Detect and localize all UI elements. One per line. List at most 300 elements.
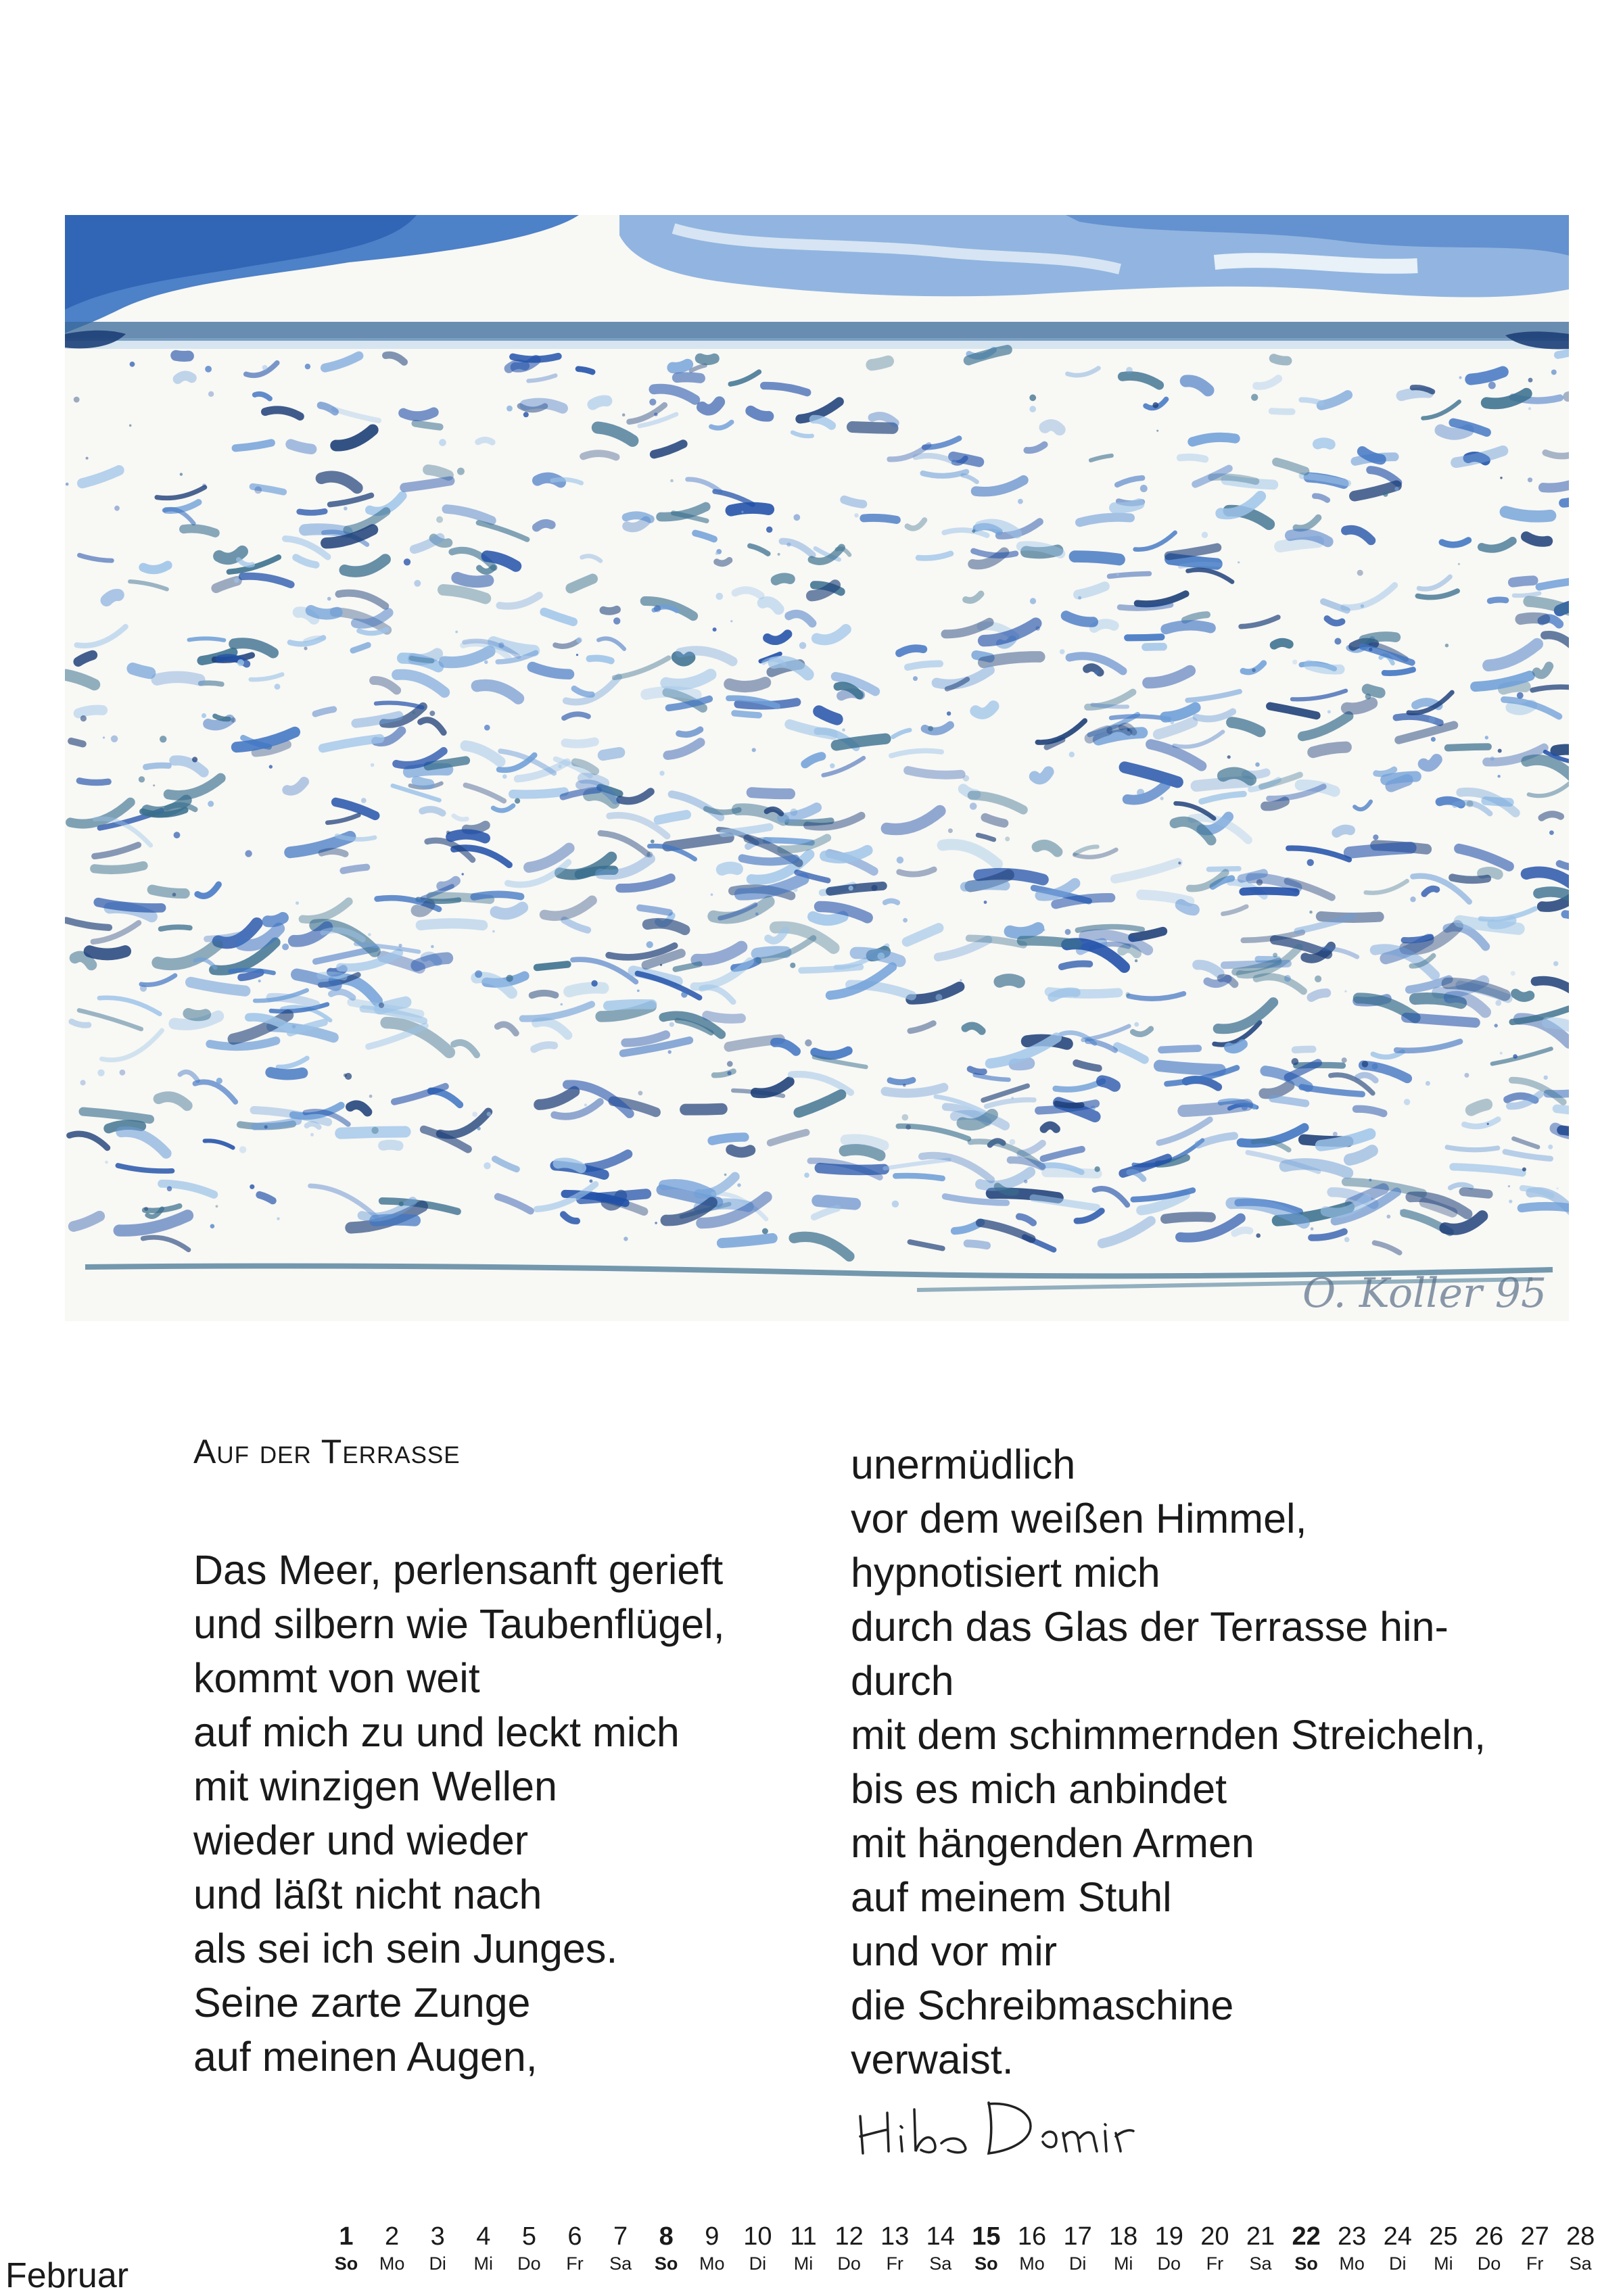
wave-stroke xyxy=(1050,992,1119,994)
paint-speck xyxy=(275,684,281,690)
wave-stroke xyxy=(584,454,617,457)
wave-stroke xyxy=(603,752,620,755)
paint-speck xyxy=(727,1071,731,1075)
wave-stroke xyxy=(1492,921,1511,925)
day-number: 5 xyxy=(521,2222,536,2251)
paint-speck xyxy=(576,654,578,656)
wave-stroke xyxy=(1207,979,1227,984)
paint-speck xyxy=(172,892,177,896)
wave-stroke xyxy=(90,951,126,954)
calendar-day xyxy=(1100,2222,1146,2276)
paint-speck xyxy=(1327,710,1331,713)
paint-speck xyxy=(1498,749,1502,753)
paint-speck xyxy=(292,1025,296,1029)
weekday-label: Sa xyxy=(609,2253,632,2274)
wave-stroke xyxy=(78,710,103,713)
paint-speck xyxy=(1116,573,1119,576)
day-number: 1 xyxy=(339,2222,354,2251)
wave-stroke xyxy=(885,901,898,903)
paint-speck xyxy=(262,365,268,370)
paint-speck xyxy=(649,399,656,406)
wave-stroke xyxy=(1165,1217,1210,1219)
paint-speck xyxy=(892,1201,899,1207)
wave-stroke xyxy=(1114,504,1139,508)
wave-stroke xyxy=(1313,747,1346,752)
paint-speck xyxy=(1369,1178,1371,1181)
wave-stroke xyxy=(722,867,737,869)
day-number: 13 xyxy=(880,2222,910,2251)
paint-speck xyxy=(1553,961,1558,966)
wave-stroke xyxy=(441,881,456,886)
paint-speck xyxy=(1091,1105,1096,1110)
paint-speck xyxy=(1156,430,1158,432)
paint-speck xyxy=(1029,406,1036,412)
paint-speck xyxy=(903,1084,906,1087)
paint-speck xyxy=(277,1217,279,1220)
paint-speck xyxy=(1255,763,1260,767)
calendar-day xyxy=(552,2222,598,2276)
day-number: 2 xyxy=(385,2222,400,2251)
paint-speck xyxy=(205,366,212,373)
wave-stroke xyxy=(1463,1192,1488,1195)
paint-speck xyxy=(711,893,713,896)
wave-stroke xyxy=(734,713,759,715)
wave-stroke xyxy=(133,669,149,673)
paint-speck xyxy=(1464,1073,1469,1078)
paint-speck xyxy=(457,468,465,475)
poem-line: Das Meer, perlensanft gerieft xyxy=(193,1547,724,1593)
paint-speck xyxy=(786,542,791,546)
wave-stroke xyxy=(268,918,283,922)
day-number: 21 xyxy=(1246,2222,1275,2251)
paint-speck xyxy=(361,798,367,803)
paint-speck xyxy=(208,391,214,397)
paint-speck xyxy=(559,765,562,768)
paint-speck xyxy=(737,1183,740,1187)
wave-stroke xyxy=(161,927,190,929)
paint-speck xyxy=(1344,1237,1350,1243)
paint-speck xyxy=(1273,953,1277,957)
paint-speck xyxy=(622,413,626,416)
paint-speck xyxy=(1431,737,1436,742)
wave-stroke xyxy=(1542,814,1561,817)
wave-stroke xyxy=(678,657,690,661)
poem-line: und läßt nicht nach xyxy=(193,1871,542,1917)
paint-speck xyxy=(669,1022,674,1027)
paint-speck xyxy=(1342,1057,1347,1063)
wave-stroke xyxy=(1555,1128,1569,1134)
paint-speck xyxy=(660,964,662,966)
paint-speck xyxy=(369,1095,373,1098)
paint-speck xyxy=(1362,1061,1369,1068)
paint-speck xyxy=(327,597,331,601)
wave-stroke xyxy=(1035,772,1049,780)
day-number: 10 xyxy=(743,2222,772,2251)
paint-speck xyxy=(1160,796,1164,800)
paint-speck xyxy=(1251,394,1258,401)
paint-speck xyxy=(984,901,987,904)
paint-speck xyxy=(210,1224,215,1228)
paint-speck xyxy=(139,776,145,782)
day-number: 27 xyxy=(1520,2222,1549,2251)
paint-speck xyxy=(646,852,653,858)
wave-stroke xyxy=(578,369,592,373)
wave-stroke xyxy=(717,560,730,564)
calendar-day xyxy=(872,2222,918,2276)
day-number: 18 xyxy=(1109,2222,1138,2251)
painting-canvas xyxy=(65,215,1569,1321)
wave-stroke xyxy=(71,741,83,744)
paint-speck xyxy=(1137,789,1144,796)
wave-stroke xyxy=(1044,1125,1056,1128)
poem-line: mit winzigen Wellen xyxy=(193,1763,557,1809)
paint-speck xyxy=(624,1237,628,1241)
paint-speck xyxy=(778,553,780,556)
calendar-day-strip xyxy=(323,2222,1607,2289)
paint-speck xyxy=(216,1078,222,1084)
paint-speck xyxy=(755,913,759,916)
paint-speck xyxy=(1252,669,1256,673)
paint-speck xyxy=(472,1111,477,1117)
wave-stroke xyxy=(513,792,565,794)
wave-stroke xyxy=(1406,1018,1475,1023)
wave-stroke xyxy=(899,648,924,653)
paint-speck xyxy=(506,975,513,982)
weekday-label: Fr xyxy=(1206,2253,1224,2274)
paint-speck xyxy=(903,918,908,923)
wave-stroke xyxy=(845,1139,884,1145)
paint-speck xyxy=(398,944,402,947)
day-number: 14 xyxy=(926,2222,955,2251)
paint-speck xyxy=(1126,367,1133,374)
wave-stroke xyxy=(864,518,897,520)
wave-stroke xyxy=(1301,400,1321,403)
weekday-label: Sa xyxy=(929,2253,952,2274)
paint-speck xyxy=(668,1050,672,1053)
paint-speck xyxy=(103,736,105,738)
paint-speck xyxy=(399,1201,404,1206)
wave-stroke xyxy=(1166,625,1210,629)
paint-speck xyxy=(484,1162,490,1169)
weekday-label: So xyxy=(1294,2253,1318,2274)
wave-stroke xyxy=(565,742,594,744)
paint-speck xyxy=(429,711,435,716)
wave-stroke xyxy=(730,683,766,687)
wave-stroke xyxy=(415,423,440,427)
wave-stroke xyxy=(1080,517,1131,523)
paint-speck xyxy=(905,1124,911,1130)
paint-speck xyxy=(231,717,236,723)
paint-speck xyxy=(741,511,743,513)
wave-stroke xyxy=(467,826,486,830)
wave-stroke xyxy=(677,377,700,378)
wave-stroke xyxy=(1295,1049,1313,1050)
paint-speck xyxy=(659,771,664,775)
poem-line: als sei ich sein Junges. xyxy=(193,1926,618,1971)
wave-stroke xyxy=(673,364,688,368)
wave-stroke xyxy=(1102,1081,1115,1086)
calendar-day xyxy=(461,2222,507,2276)
paint-speck xyxy=(1495,1000,1501,1006)
paint-speck xyxy=(160,736,166,742)
wave-stroke xyxy=(1046,1172,1097,1174)
paint-speck xyxy=(1043,929,1045,931)
calendar-day xyxy=(826,2222,872,2276)
paint-speck xyxy=(455,631,458,633)
weekday-label: Fr xyxy=(1526,2253,1544,2274)
paint-speck xyxy=(842,728,845,732)
paint-speck xyxy=(1127,729,1130,732)
paint-speck xyxy=(345,1073,352,1080)
poem-line: und vor mir xyxy=(851,1928,1058,1974)
weekday-label: Mi xyxy=(473,2253,494,2274)
wave-stroke xyxy=(107,595,118,600)
paint-speck xyxy=(379,1003,384,1008)
wave-stroke xyxy=(985,817,1004,823)
wave-stroke xyxy=(731,508,768,510)
weekday-label: Fr xyxy=(566,2253,584,2274)
weekday-label: Mo xyxy=(379,2253,405,2274)
wave-stroke xyxy=(1180,564,1220,567)
paint-speck xyxy=(234,578,239,583)
paint-speck xyxy=(681,991,687,997)
wave-stroke xyxy=(895,1176,942,1178)
weekday-label: Di xyxy=(749,2253,767,2274)
calendar-day xyxy=(1238,2222,1284,2276)
wave-stroke xyxy=(178,376,192,379)
wave-stroke xyxy=(1180,457,1205,459)
wave-stroke xyxy=(872,361,888,364)
wave-stroke xyxy=(837,739,886,746)
paint-speck xyxy=(413,711,416,715)
paint-speck xyxy=(523,412,529,417)
paint-speck xyxy=(237,659,244,666)
weekday-label: Do xyxy=(1477,2253,1501,2274)
paint-speck xyxy=(202,483,206,487)
paint-speck xyxy=(589,1180,592,1183)
paint-speck xyxy=(1334,638,1341,645)
paint-speck xyxy=(804,1172,809,1178)
watercolor-sea-painting xyxy=(65,215,1569,1321)
paint-speck xyxy=(1256,879,1263,885)
paint-speck xyxy=(584,1103,587,1106)
weekday-label: Mi xyxy=(1113,2253,1133,2274)
paint-speck xyxy=(561,1003,563,1006)
paint-speck xyxy=(140,985,147,992)
paint-speck xyxy=(1292,660,1297,665)
weekday-label: Di xyxy=(1389,2253,1407,2274)
wave-stroke xyxy=(1146,647,1163,648)
wave-stroke xyxy=(999,980,1019,982)
paint-speck xyxy=(897,857,903,863)
paint-speck xyxy=(1005,836,1010,841)
paint-speck xyxy=(114,506,120,511)
wave-stroke xyxy=(537,964,567,967)
wave-stroke xyxy=(421,924,482,926)
wave-stroke xyxy=(95,866,143,870)
paint-speck xyxy=(1012,1097,1014,1099)
wave-stroke xyxy=(1557,1109,1569,1113)
paint-speck xyxy=(902,1114,909,1121)
wave-stroke xyxy=(1440,430,1467,433)
paint-speck xyxy=(477,1127,480,1130)
calendar-day xyxy=(689,2222,735,2276)
wave-stroke xyxy=(509,364,525,368)
wave-stroke xyxy=(311,611,337,614)
paint-speck xyxy=(1500,1052,1503,1055)
paint-speck xyxy=(651,840,655,844)
day-number: 11 xyxy=(790,2222,817,2251)
paint-speck xyxy=(254,486,262,494)
wave-stroke xyxy=(1160,1066,1220,1070)
wave-stroke xyxy=(417,905,429,911)
paint-speck xyxy=(1309,911,1313,914)
paint-speck xyxy=(1135,959,1137,962)
calendar-day xyxy=(598,2222,644,2276)
paint-speck xyxy=(1311,1227,1314,1230)
paint-speck xyxy=(66,483,69,486)
paint-speck xyxy=(1094,670,1099,675)
paint-speck xyxy=(130,362,135,367)
paint-speck xyxy=(507,406,513,412)
paint-speck xyxy=(613,617,620,624)
paint-speck xyxy=(576,637,582,643)
paint-speck xyxy=(877,953,885,960)
paint-speck xyxy=(304,646,307,650)
poem-title: Auf der Terrasse xyxy=(193,1433,461,1470)
wave-stroke xyxy=(731,1150,750,1153)
wave-stroke xyxy=(1453,878,1488,880)
wave-stroke xyxy=(1062,963,1089,967)
paint-speck xyxy=(1500,477,1503,479)
wave-stroke xyxy=(1280,542,1318,546)
wave-stroke xyxy=(813,917,843,921)
paint-speck xyxy=(431,945,434,949)
calendar-month-label: Februar xyxy=(5,2256,129,2295)
paint-speck xyxy=(849,886,853,890)
paint-speck xyxy=(1485,736,1488,739)
paint-speck xyxy=(1242,1104,1248,1110)
paint-speck xyxy=(1292,1058,1299,1066)
calendar-day xyxy=(963,2222,1009,2276)
paint-speck xyxy=(1202,532,1208,538)
wave-stroke xyxy=(590,659,611,661)
wave-stroke xyxy=(1404,937,1431,940)
painter-signature: O. Koller 95 xyxy=(1302,1270,1547,1317)
paint-speck xyxy=(727,1061,733,1067)
paint-speck xyxy=(111,736,118,742)
poem-line: und silbern wie Taubenflügel, xyxy=(193,1601,725,1647)
paint-speck xyxy=(167,1187,172,1192)
wave-stroke xyxy=(1242,874,1264,879)
wave-stroke xyxy=(1447,1147,1498,1150)
paint-speck xyxy=(1458,563,1460,565)
paint-speck xyxy=(1307,859,1314,866)
paint-speck xyxy=(515,798,520,804)
wave-stroke xyxy=(970,1069,984,1072)
weekday-label: Do xyxy=(1157,2253,1181,2274)
paint-speck xyxy=(250,1185,254,1189)
wave-stroke xyxy=(184,529,216,533)
wave-stroke xyxy=(1337,830,1350,833)
calendar-day xyxy=(1009,2222,1055,2276)
wave-stroke xyxy=(1472,1105,1487,1110)
wave-stroke xyxy=(815,1051,848,1055)
poem-left-column xyxy=(193,1543,725,2084)
day-number: 3 xyxy=(430,2222,445,2251)
wave-stroke xyxy=(474,894,521,897)
calendar-day xyxy=(1284,2222,1330,2276)
calendar-day xyxy=(415,2222,461,2276)
paint-speck xyxy=(462,873,464,875)
paint-speck xyxy=(1544,1076,1548,1080)
paint-speck xyxy=(1372,1063,1378,1070)
paint-speck xyxy=(1383,492,1388,496)
wave-stroke xyxy=(743,859,795,862)
wave-stroke xyxy=(457,578,488,582)
day-number: 12 xyxy=(834,2222,864,2251)
paint-speck xyxy=(716,593,724,600)
calendar-day xyxy=(506,2222,552,2276)
paint-speck xyxy=(948,828,953,833)
wave-stroke xyxy=(968,1243,987,1245)
wave-stroke xyxy=(1110,574,1150,577)
wave-stroke xyxy=(189,638,225,640)
paint-speck xyxy=(1404,1099,1410,1105)
wave-stroke xyxy=(532,993,556,995)
paint-speck xyxy=(1065,929,1071,935)
wave-stroke xyxy=(451,834,486,838)
paint-speck xyxy=(1125,992,1130,997)
poem-line: auf mich zu und leckt mich xyxy=(193,1709,680,1755)
paint-speck xyxy=(239,1146,246,1153)
calendar-day xyxy=(1557,2222,1603,2276)
wave-stroke xyxy=(1162,1049,1198,1050)
calendar-day xyxy=(1420,2222,1466,2276)
paint-speck xyxy=(805,1039,812,1046)
paint-speck xyxy=(1522,1168,1526,1172)
poem-line: verwaist. xyxy=(851,2036,1014,2082)
wave-stroke xyxy=(525,403,563,408)
wave-stroke xyxy=(1448,747,1488,748)
weekday-label: Mi xyxy=(793,2253,814,2274)
paint-speck xyxy=(1018,499,1023,504)
day-number: 15 xyxy=(972,2222,1001,2251)
wave-stroke xyxy=(722,1238,772,1243)
paint-speck xyxy=(790,963,795,968)
paint-speck xyxy=(498,642,504,648)
poem-line: kommt von weit xyxy=(193,1655,480,1701)
paint-speck xyxy=(1152,402,1158,408)
wave-stroke xyxy=(534,1045,555,1049)
wave-stroke xyxy=(1181,905,1194,909)
wave-stroke xyxy=(801,967,860,970)
paint-speck xyxy=(1344,990,1346,992)
paint-speck xyxy=(344,506,348,510)
wave-stroke xyxy=(646,692,696,695)
paint-speck xyxy=(153,784,155,786)
paint-speck xyxy=(1495,1024,1498,1027)
calendar-day xyxy=(1192,2222,1238,2276)
wave-stroke xyxy=(322,851,346,854)
wave-stroke xyxy=(845,500,864,504)
poem-line: durch das Glas der Terrasse hin- xyxy=(851,1604,1449,1650)
paint-speck xyxy=(120,1070,126,1076)
paint-speck xyxy=(1256,1233,1261,1238)
day-number: 17 xyxy=(1063,2222,1092,2251)
wave-stroke xyxy=(1110,728,1129,732)
paint-speck xyxy=(484,661,488,664)
